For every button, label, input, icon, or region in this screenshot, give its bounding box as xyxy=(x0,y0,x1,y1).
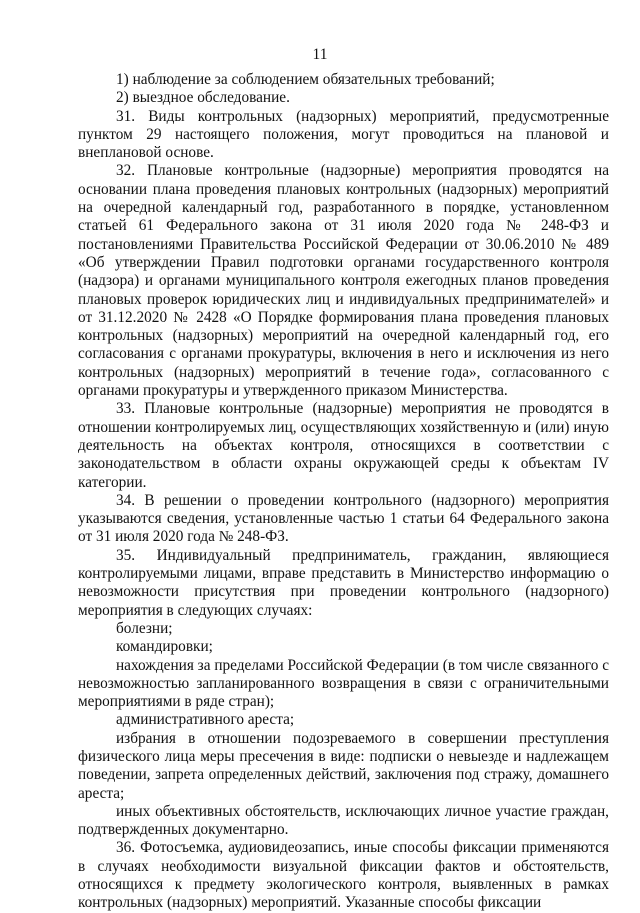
list-item: административного ареста; xyxy=(116,711,295,729)
page-number: 11 xyxy=(312,46,328,63)
paragraph: 33. Плановые контрольные (надзорные) мероприятия не проводятся в отношении контролируемых лиц, осуществляющих хозяйственную и (или) иную деятельность на объектах контроля, относящихся в соответствии с законодательством в области охраны окружающей среды к объектам IV категории. xyxy=(78,400,609,491)
paragraph: 32. Плановые контрольные (надзорные) мероприятия проводятся на основании плана проведения плановых контрольных (надзорных) мероприятий на очередной календарный год, разработанного в порядке, установленном статьей 61 Федерального закона от 31 июля 2020 года № 248-ФЗ и постановлениями Правительства Российской Федерации от 30.06.2010 № 489 «Об утверждении Правил подготовки органами государственного контроля (надзора) и органами муниципального контроля ежегодных планов проведения плановых проверок юридических лиц и индивидуальных предпринимателей» и от 31.12.2020 № 2428 «О Порядке формирования плана проведения плановых контрольных (надзорных) мероприятий на очередной календарный год, его согласования с органами прокуратуры, включения в него и исключения из него контрольных (надзорных) мероприятий в течение года», согласованного с органами прокуратуры и утвержденного приказом Министерства. xyxy=(78,162,609,400)
list-item: болезни; xyxy=(116,619,173,637)
paragraph: 31. Виды контрольных (надзорных) мероприятий, предусмотренные пунктом 29 настоящего положения, могут проводиться на плановой и внеплановой основе. xyxy=(78,107,609,162)
list-item: избрания в отношении подозреваемого в совершении преступления физического лица меры пресечения в виде: подписки о невыезде и надлежащем поведении, запрета определенных действий, заключения под стражу, домашнего ареста; xyxy=(78,729,609,802)
paragraph: 35. Индивидуальный предприниматель, гражданин, являющиеся контролируемыми лицами, вправе представить в Министерство информацию о невозможности присутствия при проведении контрольного (надзорного) мероприятия в следующих случаях: xyxy=(78,546,609,619)
paragraph: 34. В решении о проведении контрольного (надзорного) мероприятия указываются сведения, установленные частью 1 статьи 64 Федерального закона от 31 июля 2020 года № 248-ФЗ. xyxy=(78,491,609,546)
list-item: командировки; xyxy=(116,638,213,656)
paragraph: 36. Фотосъемка, аудиовидеозапись, иные способы фиксации применяются в случаях необходимости визуальной фиксации фактов и обстоятельств, относящихся к предмету экологического контроля, выявленных в рамках контрольных (надзорных) мероприятий. Указанные способы фиксации xyxy=(78,839,609,912)
paragraph: 1) наблюдение за соблюдением обязательных требований; xyxy=(116,71,495,88)
paragraph: 2) выездное обследование. xyxy=(116,89,290,107)
document-body xyxy=(78,71,609,913)
list-item: нахождения за пределами Российской Федерации (в том числе связанного с невозможностью запланированного возвращения в связи с ограничительными мероприятиями в ряде стран); xyxy=(78,656,609,711)
list-item: иных объективных обстоятельств, исключающих личное участие граждан, подтвержденных документарно. xyxy=(78,802,609,839)
